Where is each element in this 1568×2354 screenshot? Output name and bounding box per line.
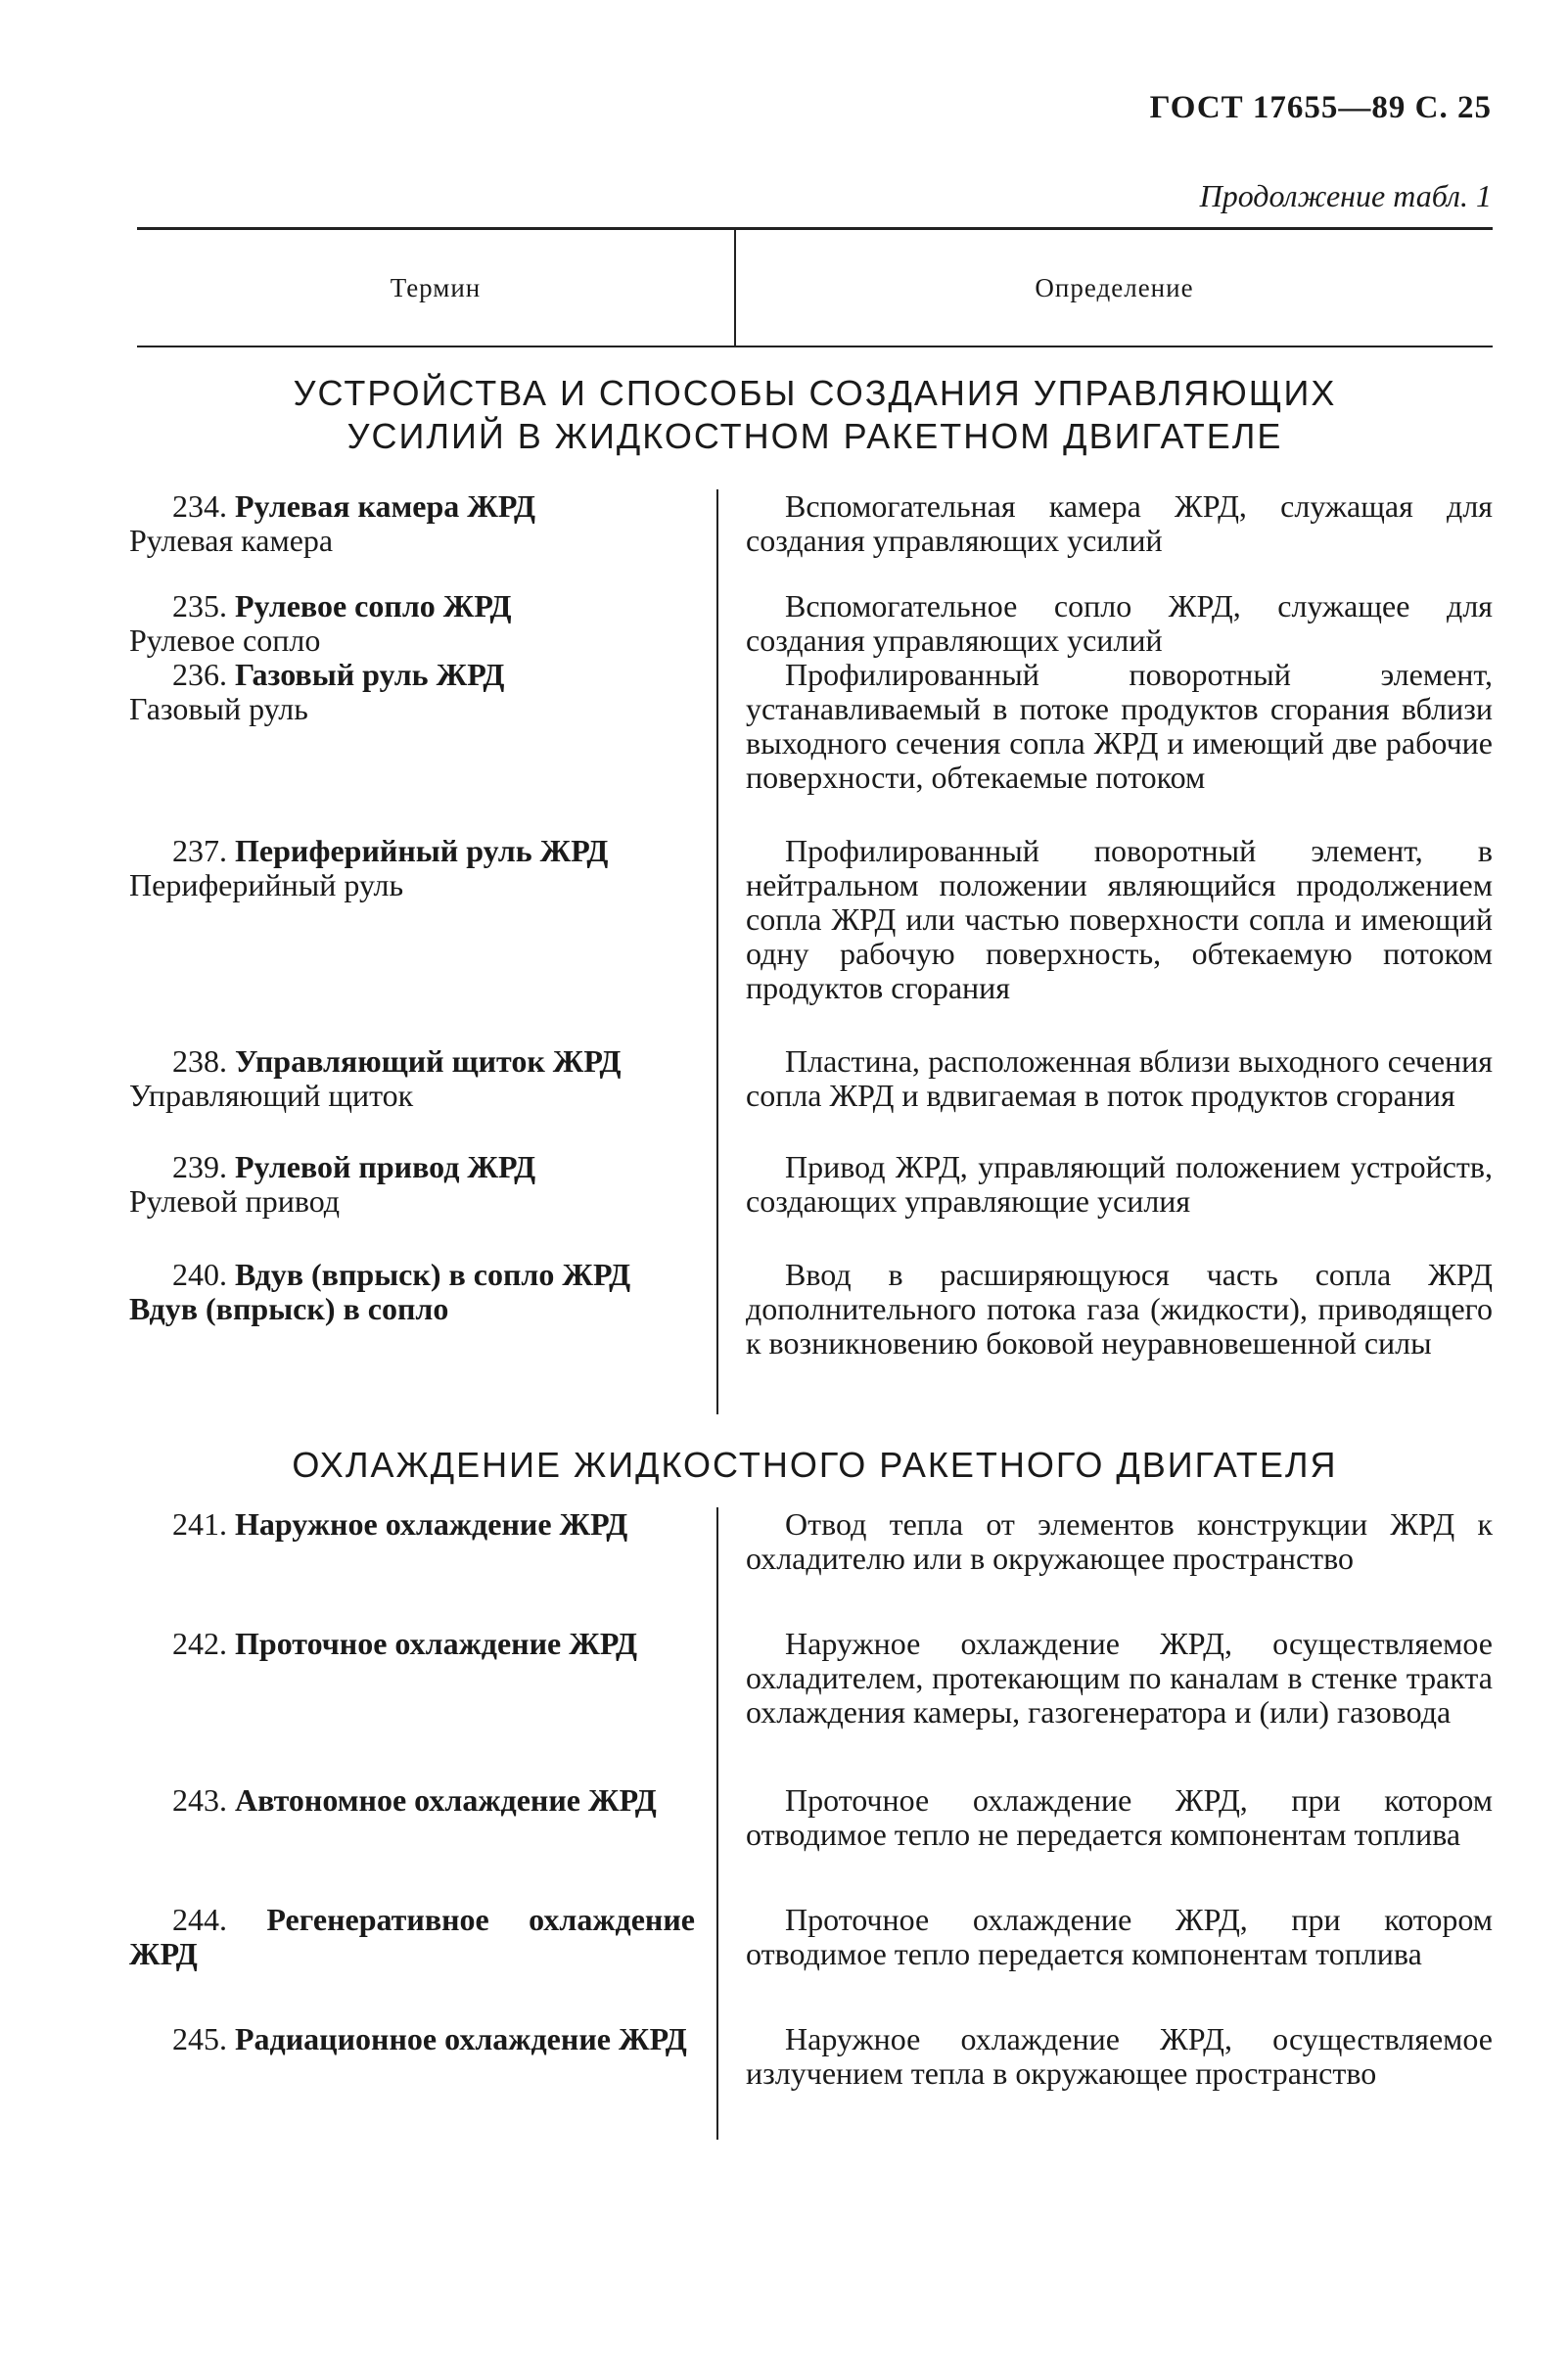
- term-cell: [129, 1783, 716, 1903]
- term-cell: [129, 1044, 716, 1150]
- definition-cell: Наружное охлаждение ЖРД, осуществляемое охладителем, протекающим по каналам в стенке тракта охлаждения камеры, газогенератора и (или) газовода: [716, 1627, 1493, 1783]
- term-synonym: Периферийный руль: [129, 867, 404, 902]
- entry-number: 245.: [172, 2021, 227, 2056]
- term-cell: [129, 2022, 716, 2140]
- entry-number: 242.: [172, 1626, 227, 1661]
- entry-number: 241.: [172, 1506, 227, 1542]
- term-cell: [129, 834, 716, 1044]
- term-text: Радиационное охлаждение ЖРД: [235, 2021, 687, 2056]
- term-text: Регенеративное охлаждение ЖРД: [129, 1902, 695, 1971]
- term-text: Периферийный руль ЖРД: [235, 833, 609, 868]
- term-cell: [129, 1903, 716, 2022]
- definition-cell: Профилированный поворотный элемент, устанавливаемый в потоке продуктов сгорания вблизи выходного сечения сопла ЖРД и имеющий две рабочие поверхности, обтекаемые потоком: [716, 658, 1493, 834]
- table-row: [129, 1507, 1493, 1627]
- table-row: [129, 1044, 1493, 1150]
- table-row: [129, 658, 1493, 834]
- term-cell: [129, 658, 716, 834]
- definition-cell: Вспомогательное сопло ЖРД, служащее для создания управляющих усилий: [716, 589, 1493, 658]
- term-text: Автономное охлаждение ЖРД: [235, 1782, 657, 1818]
- entry-number: 238.: [172, 1043, 227, 1079]
- entry-number: 235.: [172, 588, 227, 623]
- table-row: [129, 1627, 1493, 1783]
- column-header-definition: Определение: [734, 230, 1493, 346]
- entry-number: 240.: [172, 1257, 227, 1292]
- table-row: [129, 1258, 1493, 1414]
- table-row: [129, 2022, 1493, 2140]
- entry-number: 244.: [172, 1902, 227, 1937]
- term-text: Рулевая камера ЖРД: [235, 488, 536, 524]
- term-cell: [129, 1150, 716, 1258]
- term-text: Управляющий щиток ЖРД: [235, 1043, 622, 1079]
- term-cell: [129, 1627, 716, 1783]
- section-entries-cooling: [129, 1507, 1493, 2140]
- term-synonym: Рулевой привод: [129, 1183, 341, 1219]
- definition-cell: Пластина, расположенная вблизи выходного сечения сопла ЖРД и вдвигаемая в поток продуктов сгорания: [716, 1044, 1493, 1150]
- table-row: [129, 1783, 1493, 1903]
- section-entries-control: [129, 489, 1493, 1414]
- table-row: [129, 834, 1493, 1044]
- definition-cell: Проточное охлаждение ЖРД, при котором отводимое тепло не передается компонентам топлива: [716, 1783, 1493, 1903]
- page-header-standard: ГОСТ 17655—89 С. 25: [1149, 90, 1492, 125]
- definition-cell: Проточное охлаждение ЖРД, при котором отводимое тепло передается компонентам топлива: [716, 1903, 1493, 2022]
- term-text: Наружное охлаждение ЖРД: [235, 1506, 628, 1542]
- term-text: Рулевое сопло ЖРД: [235, 588, 512, 623]
- term-synonym: Управляющий щиток: [129, 1078, 414, 1113]
- term-text: Вдув (впрыск) в сопло ЖРД: [235, 1257, 631, 1292]
- section-title-cooling: [137, 1444, 1493, 1487]
- term-text: Рулевой привод ЖРД: [235, 1149, 536, 1184]
- entry-number: 234.: [172, 488, 227, 524]
- table-continuation-note: Продолжение табл. 1: [1199, 178, 1492, 213]
- definition-cell: Привод ЖРД, управляющий положением устройств, создающих управляющие усилия: [716, 1150, 1493, 1258]
- table-row: [129, 589, 1493, 658]
- term-synonym: Вдув (впрыск) в сопло: [129, 1291, 449, 1326]
- table-row: [129, 489, 1493, 589]
- term-synonym: Рулевая камера: [129, 523, 334, 558]
- entry-number: 237.: [172, 833, 227, 868]
- section-title-control-devices: [137, 372, 1493, 458]
- term-text: Проточное охлаждение ЖРД: [235, 1626, 638, 1661]
- term-cell: [129, 1507, 716, 1627]
- section-title-line: УСИЛИЙ В ЖИДКОСТНОМ РАКЕТНОМ ДВИГАТЕЛЕ: [346, 416, 1283, 456]
- term-synonym: Газовый руль: [129, 691, 308, 726]
- term-text: Газовый руль ЖРД: [235, 657, 505, 692]
- section-title-line: ОХЛАЖДЕНИЕ ЖИДКОСТНОГО РАКЕТНОГО ДВИГАТЕЛЯ: [292, 1445, 1338, 1485]
- entry-number: 239.: [172, 1149, 227, 1184]
- definition-cell: Профилированный поворотный элемент, в нейтральном положении являющийся продолжением сопла ЖРД или частью поверхности сопла и имеющий одну рабочую поверхность, обтекаемую потоком продуктов сгорания: [716, 834, 1493, 1044]
- table-header: [137, 227, 1493, 347]
- column-header-term: Термин: [390, 272, 482, 302]
- entry-number: 243.: [172, 1782, 227, 1818]
- term-synonym: Рулевое сопло: [129, 623, 321, 658]
- section-title-line: УСТРОЙСТВА И СПОСОБЫ СОЗДАНИЯ УПРАВЛЯЮЩИХ: [293, 373, 1337, 413]
- term-cell: [129, 589, 716, 658]
- definition-cell: Отвод тепла от элементов конструкции ЖРД к охладителю или в окружающее пространство: [716, 1507, 1493, 1627]
- table-row: [129, 1150, 1493, 1258]
- definition-cell: Наружное охлаждение ЖРД, осуществляемое излучением тепла в окружающее пространство: [716, 2022, 1493, 2140]
- definition-cell: Вспомогательная камера ЖРД, служащая для создания управляющих усилий: [716, 489, 1493, 589]
- term-cell: [129, 1258, 716, 1414]
- term-cell: [129, 489, 716, 589]
- definition-cell: Ввод в расширяющуюся часть сопла ЖРД дополнительного потока газа (жидкости), приводящего к возникновению боковой неуравновешенной силы: [716, 1258, 1493, 1414]
- entry-number: 236.: [172, 657, 227, 692]
- table-row: [129, 1903, 1493, 2022]
